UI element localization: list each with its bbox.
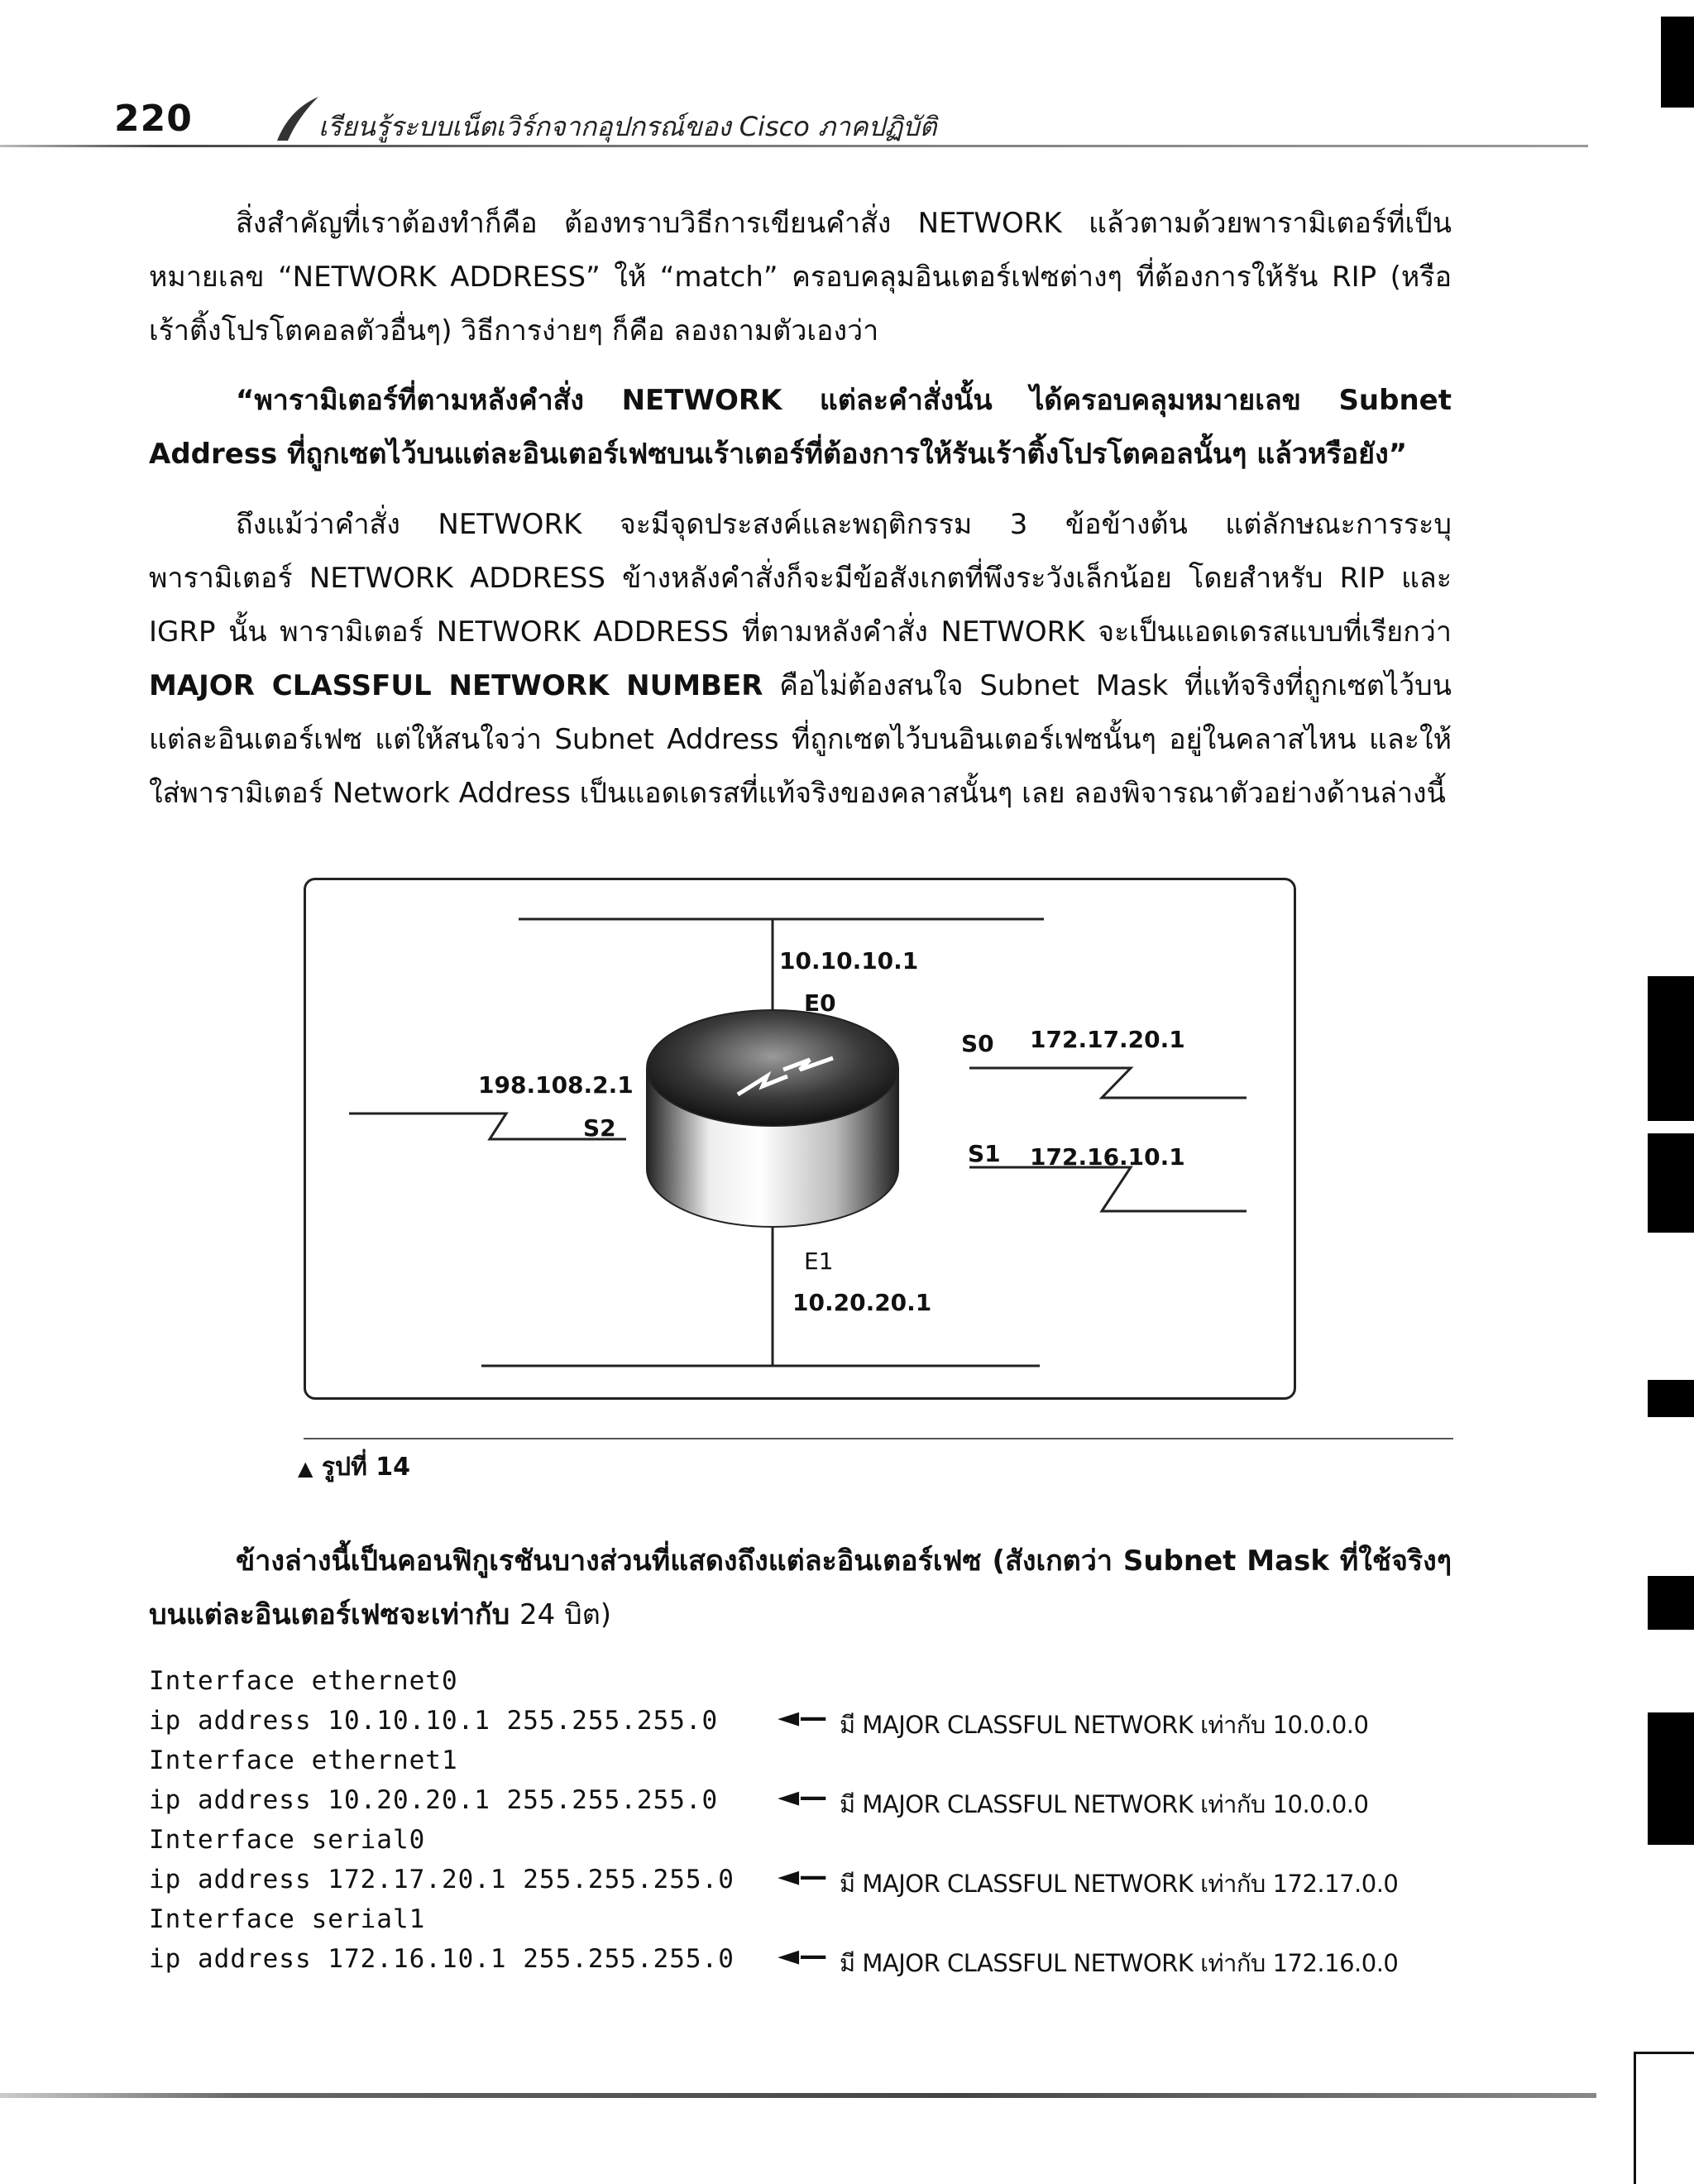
e1-ip-label: 10.20.20.1 <box>792 1289 932 1316</box>
s0-ip-label: 172.17.20.1 <box>1030 1026 1185 1053</box>
paragraph-intro <box>149 197 1452 358</box>
paragraph-question-text: “พารามิเตอร์ที่ตามหลังคำสั่ง NETWORK แต่ละคำสั่งนั้น ได้ครอบคลุมหมายเลข Subnet Address ที่ถูกเซตไว้บนแต่ละอินเตอร์เฟซบนเร้าเตอร์ที่ต้องการให้รันเร้าติ้งโปรโตคอลนั้นๆ แล้วหรือยัง” <box>149 384 1452 471</box>
header-swoosh-icon <box>273 93 323 146</box>
paragraph-classful-text-b: คือไม่ต้องสนใจ Subnet Mask ที่แท้จริงที่ถูกเซตไว้บนแต่ละอินเตอร์เฟซ แต่ให้สนใจว่า Subnet Address ที่ถูกเซตไว้บนอินเตอร์เฟซนั้นๆ อยู่ในคลาสไหน และให้ใส่พารามิเตอร์ Network Address เป็นแอดเดรสที่แท้จริงของคลาสนั้นๆ เลย ลองพิจารณาตัวอย่างด้านล่างนี้ <box>149 669 1452 810</box>
config-ip-line: ip address 10.10.10.1 255.255.255.0 <box>149 1706 719 1736</box>
paragraph-question <box>149 374 1452 481</box>
header-rule <box>0 145 1588 147</box>
figure-caption <box>298 1448 410 1487</box>
paragraph-classful-text-a: ถึงแม้ว่าคำสั่ง NETWORK จะมีจุดประสงค์และพฤติกรรม 3 ข้อข้างต้น แต่ลักษณะการระบุพารามิเตอร์ NETWORK ADDRESS ข้างหลังคำสั่งก็จะมีข้อสังเกตที่พึงระวังเล็กน้อย โดยสำหรับ RIP และ IGRP นั้น พารามิเตอร์ NETWORK ADDRESS ที่ตามหลังคำสั่ง NETWORK จะเป็นแอดเดรสแบบที่เรียกว่า <box>149 508 1452 649</box>
footer-rule <box>0 2093 1596 2098</box>
left-arrow-icon: ◄— <box>778 1780 828 1813</box>
s2-ip-label: 198.108.2.1 <box>478 1071 634 1099</box>
corner-crop-mark <box>1634 2052 1694 2184</box>
paragraph-classful <box>149 498 1452 821</box>
s1-interface-label: S1 <box>968 1140 1001 1167</box>
config-note: มี MAJOR CLASSFUL NETWORK เท่ากับ 10.0.0.0 <box>840 1711 1369 1739</box>
e0-interface-label: E0 <box>804 989 836 1017</box>
figure-caption-text: รูปที่ 14 <box>321 1453 411 1482</box>
left-arrow-icon: ◄— <box>778 1701 828 1734</box>
triangle-marker-icon: ▲ <box>298 1457 313 1480</box>
edge-mark <box>1648 1133 1694 1233</box>
edge-mark <box>1648 1380 1694 1417</box>
left-arrow-icon: ◄— <box>778 1860 828 1893</box>
left-arrow-icon: ◄— <box>778 1939 828 1972</box>
router-icon <box>647 1010 898 1227</box>
s1-ip-label: 172.16.10.1 <box>1030 1143 1185 1171</box>
config-note: มี MAJOR CLASSFUL NETWORK เท่ากับ 172.17.0.0 <box>840 1870 1399 1898</box>
config-interface-line: Interface serial1 <box>149 1904 426 1934</box>
config-note: มี MAJOR CLASSFUL NETWORK เท่ากับ 10.0.0.0 <box>840 1790 1369 1818</box>
config-interface-line: Interface ethernet0 <box>149 1666 458 1696</box>
paragraph-config-intro-text: ข้างล่างนี้เป็นคอนฟิกูเรชันบางส่วนที่แสดงถึงแต่ละอินเตอร์เฟซ (สังเกตว่า Subnet Mask ที่ใช้จริงๆ บนแต่ละอินเตอร์เฟซจะเท่ากับ <box>149 1545 1452 1631</box>
paragraph-intro-text: สิ่งสำคัญที่เราต้องทำก็คือ ต้องทราบวิธีการเขียนคำสั่ง NETWORK แล้วตามด้วยพารามิเตอร์ที่เป็นหมายเลข “NETWORK ADDRESS” ให้ “match” ครอบคลุมอินเตอร์เฟซต่างๆ ที่ต้องการให้รัน RIP (หรือเร้าติ้งโปรโตคอลตัวอื่นๆ) วิธีการง่ายๆ ก็คือ ลองถามตัวเองว่า <box>149 207 1452 347</box>
s2-interface-label: S2 <box>583 1114 616 1142</box>
page-number: 220 <box>114 98 193 140</box>
e1-interface-label: E1 <box>804 1248 834 1275</box>
config-interface-line: Interface ethernet1 <box>149 1746 458 1775</box>
config-note: มี MAJOR CLASSFUL NETWORK เท่ากับ 172.16.0.0 <box>840 1949 1399 1977</box>
paragraph-config-intro <box>149 1535 1452 1642</box>
paragraph-config-intro-tail: 24 บิต) <box>519 1598 612 1631</box>
s0-serial-link <box>969 1068 1247 1098</box>
edge-mark <box>1648 1712 1694 1845</box>
paragraph-classful-bold: MAJOR CLASSFUL NETWORK NUMBER <box>149 669 763 702</box>
e0-ip-label: 10.10.10.1 <box>779 947 919 975</box>
config-ip-line: ip address 172.16.10.1 255.255.255.0 <box>149 1944 735 1974</box>
running-header-title: เรียนรู้ระบบเน็ตเวิร์กจากอุปกรณ์ของ Cisco ภาคปฏิบัติ <box>318 111 937 142</box>
config-ip-line: ip address 172.17.20.1 255.255.255.0 <box>149 1865 735 1894</box>
edge-mark <box>1648 976 1694 1121</box>
edge-mark <box>1661 17 1694 108</box>
figure-rule <box>304 1438 1453 1439</box>
s0-interface-label: S0 <box>961 1030 994 1057</box>
config-interface-line: Interface serial0 <box>149 1825 426 1855</box>
config-ip-line: ip address 10.20.20.1 255.255.255.0 <box>149 1785 719 1815</box>
edge-mark <box>1648 1576 1694 1630</box>
s1-serial-link <box>969 1167 1247 1211</box>
